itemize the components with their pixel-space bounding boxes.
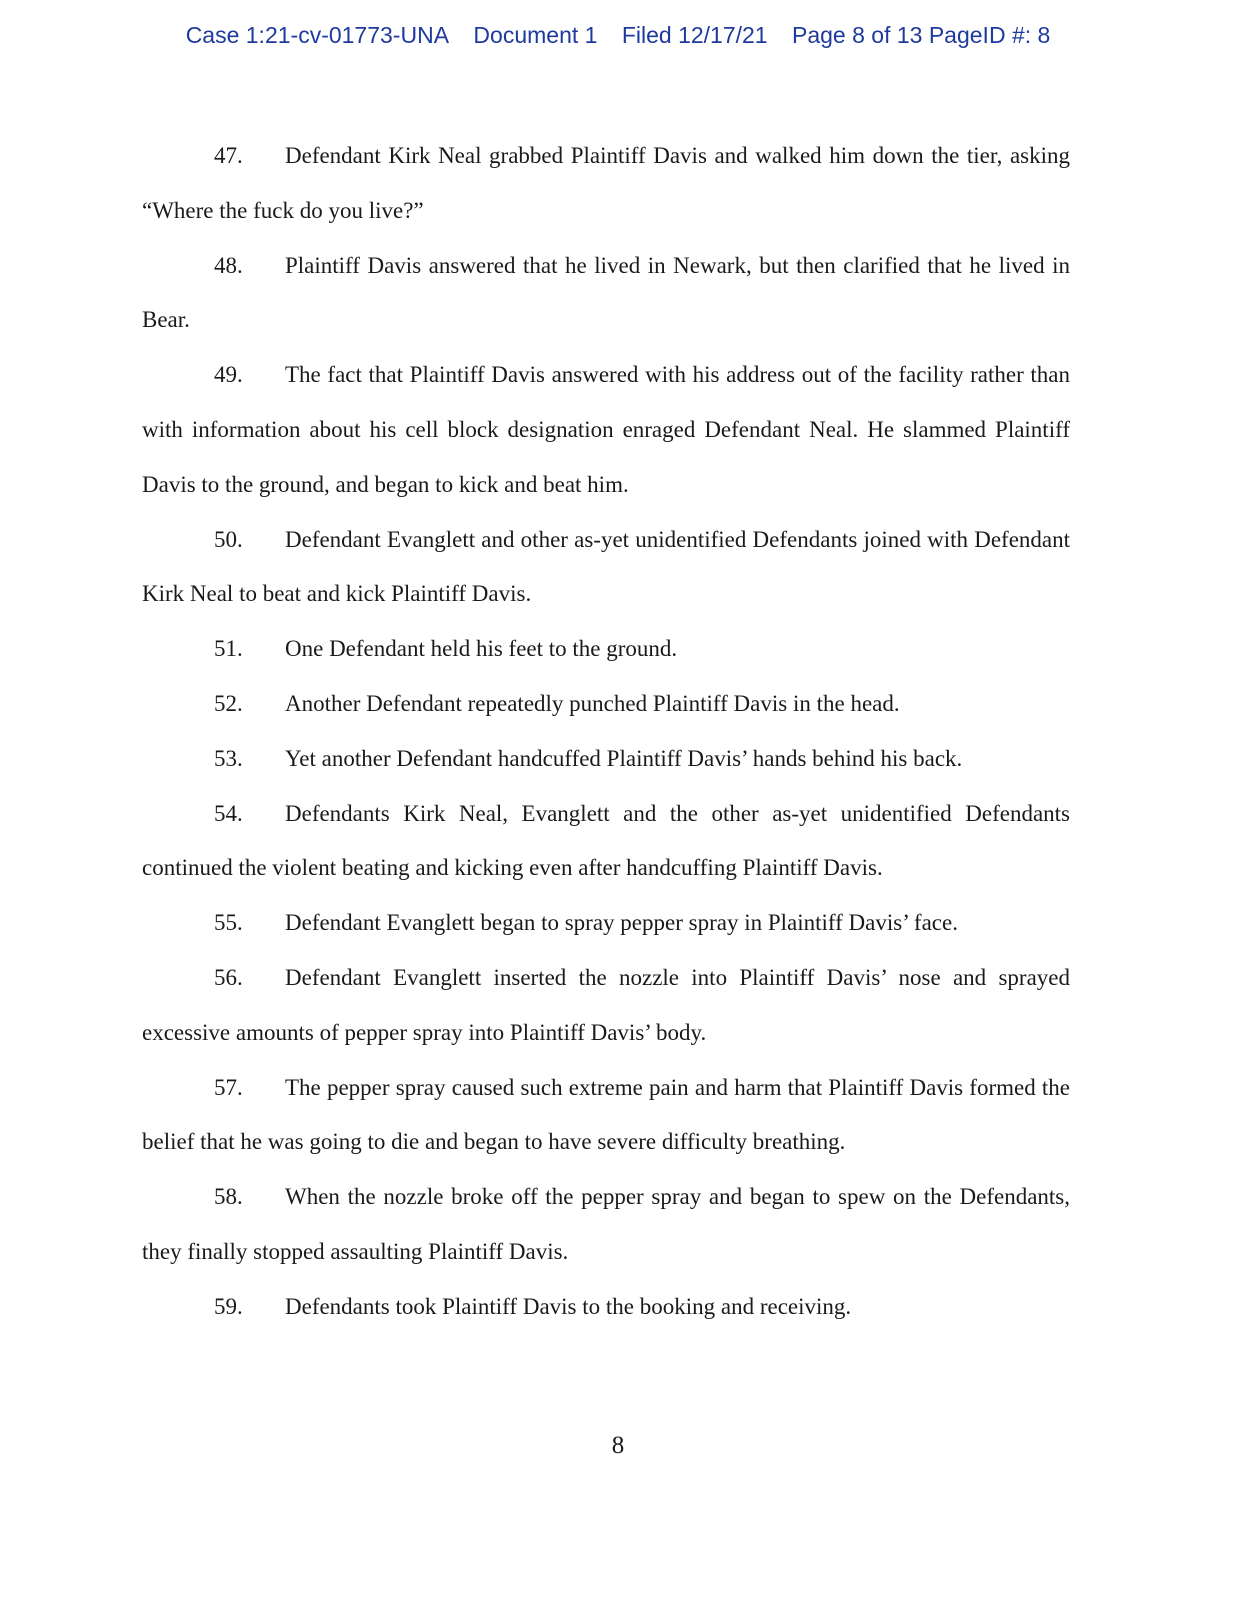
- paragraph-57: [142, 1061, 1070, 1171]
- paragraph-number: 52.: [214, 690, 243, 716]
- paragraph-49: [142, 348, 1070, 512]
- case-number: Case 1:21-cv-01773-UNA: [185, 22, 450, 48]
- paragraph-47: [142, 129, 1070, 239]
- paragraph-56: [142, 951, 1070, 1061]
- paragraph-text: Another Defendant repeatedly punched Plaintiff Davis in the head.: [285, 690, 900, 716]
- paragraph-number: 51.: [214, 636, 243, 662]
- paragraph-50: [142, 513, 1070, 623]
- paragraph-number: 57.: [214, 1074, 243, 1100]
- paragraph-number: 55.: [214, 910, 243, 936]
- paragraph-52: [142, 677, 1070, 732]
- document-body: [142, 129, 1070, 1335]
- paragraph-text: Defendant Evanglett inserted the nozzle into Plaintiff Davis’ nose and sprayed excessive amounts of pepper spray into Plaintiff Davis’ body.: [142, 964, 1070, 1045]
- paragraph-text: The pepper spray caused such extreme pain and harm that Plaintiff Davis formed the belief that he was going to die and began to have severe difficulty breathing.: [142, 1074, 1070, 1155]
- paragraph-number: 53.: [214, 745, 243, 771]
- paragraph-text: One Defendant held his feet to the ground.: [285, 636, 678, 662]
- paragraph-text: The fact that Plaintiff Davis answered with his address out of the facility rather than with information about his cell block designation enraged Defendant Neal. He slammed Plaintiff Davis to the ground, and began to kick and beat him.: [142, 362, 1070, 497]
- page-number: 8: [611, 1432, 625, 1459]
- paragraph-59: [142, 1280, 1070, 1335]
- paragraph-number: 50.: [214, 526, 243, 552]
- paragraph-58: [142, 1170, 1070, 1280]
- filing-header: [0, 22, 1236, 49]
- paragraph-55: [142, 896, 1070, 951]
- paragraph-48: [142, 239, 1070, 349]
- paragraph-51: [142, 622, 1070, 677]
- paragraph-text: When the nozzle broke off the pepper spray and began to spew on the Defendants, they finally stopped assaulting Plaintiff Davis.: [142, 1184, 1070, 1264]
- paragraph-text: Yet another Defendant handcuffed Plaintiff Davis’ hands behind his back.: [285, 745, 963, 771]
- document-number: Document 1: [473, 22, 598, 48]
- paragraph-text: Defendant Evanglett began to spray pepper spray in Plaintiff Davis’ face.: [285, 910, 958, 936]
- paragraph-number: 49.: [214, 362, 243, 388]
- paragraph-53: [142, 732, 1070, 787]
- paragraph-text: Defendants took Plaintiff Davis to the booking and receiving.: [285, 1293, 852, 1319]
- paragraph-54: [142, 787, 1070, 897]
- filed-date: Filed 12/17/21: [621, 22, 768, 48]
- paragraph-text: Defendants Kirk Neal, Evanglett and the other as-yet unidentified Defendants continued the violent beating and kicking even after handcuffing Plaintiff Davis.: [142, 800, 1070, 881]
- paragraph-number: 59.: [214, 1293, 243, 1319]
- paragraph-number: 56.: [214, 964, 243, 990]
- paragraph-text: Defendant Evanglett and other as-yet unidentified Defendants joined with Defendant Kirk Neal to beat and kick Plaintiff Davis.: [142, 526, 1070, 607]
- paragraph-number: 54.: [214, 800, 243, 826]
- paragraph-number: 48.: [214, 252, 243, 278]
- paragraph-number: 58.: [214, 1184, 243, 1210]
- paragraph-text: Plaintiff Davis answered that he lived in Newark, but then clarified that he lived in Bear.: [142, 252, 1070, 333]
- paragraph-text: Defendant Kirk Neal grabbed Plaintiff Davis and walked him down the tier, asking “Where the fuck do you live?”: [142, 143, 1070, 223]
- page-info: Page 8 of 13 PageID #: 8: [792, 22, 1051, 48]
- paragraph-number: 47.: [214, 143, 243, 168]
